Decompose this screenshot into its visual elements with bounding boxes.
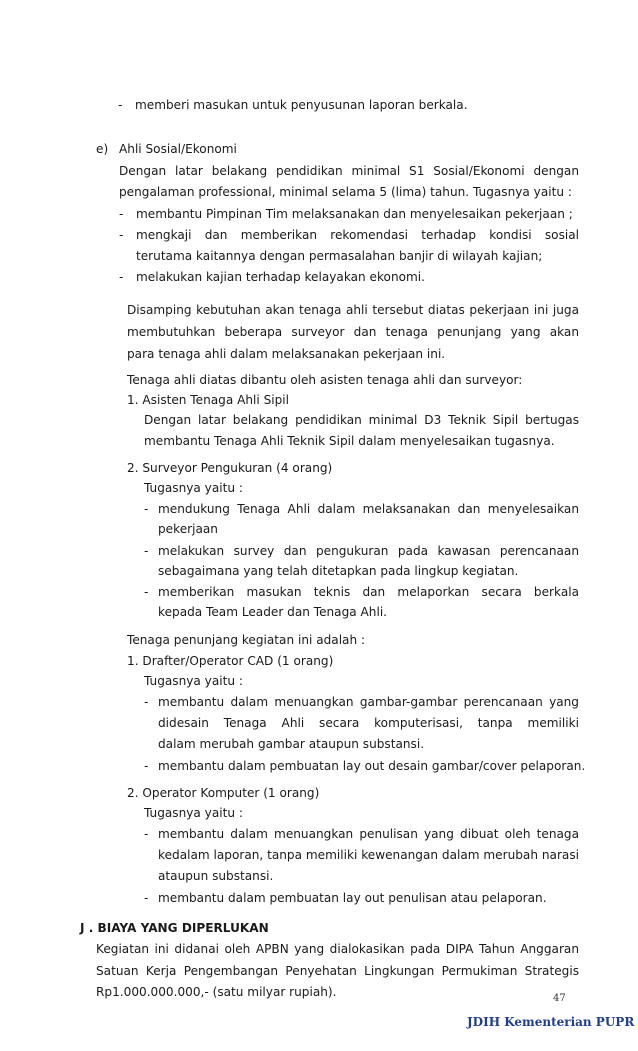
text-line: Tugasnya yaitu : — [144, 674, 243, 688]
bullet-dash: - — [144, 891, 149, 905]
text-line: para tenaga ahli dalam melaksanakan pekerjaan ini. — [127, 347, 446, 361]
text-line: terutama kaitannya dengan permasalahan banjir di wilayah kajian; — [136, 249, 543, 263]
list-heading: 2. Surveyor Pengukuran (4 orang) — [127, 461, 333, 475]
bullet-dash: - — [144, 827, 149, 841]
bullet-dash: - — [119, 228, 124, 242]
text-line: membantu dalam menuangkan gambar-gambar perencanaan yang — [158, 695, 579, 709]
text-line: melakukan kajian terhadap kelayakan ekonomi. — [136, 270, 425, 284]
text-line: Rp1.000.000.000,- (satu milyar rupiah). — [96, 985, 337, 999]
bullet-dash: - — [144, 585, 149, 599]
text-line: membantu dalam pembuatan lay out penulisan atau pelaporan. — [158, 891, 547, 905]
text-line: membantu Pimpinan Tim melaksanakan dan menyelesaikan pekerjaan ; — [136, 207, 573, 221]
text-line: melakukan survey dan pengukuran pada kawasan perencanaan — [158, 544, 579, 558]
text-line: Tugasnya yaitu : — [144, 806, 243, 820]
text-line: membutuhkan beberapa surveyor dan tenaga penunjang yang akan — [127, 325, 579, 339]
text-line: Satuan Kerja Pengembangan Penyehatan Lingkungan Permukiman Strategis — [96, 964, 579, 978]
text-line: kedalam laporan, tanpa memiliki kewenangan dalam merubah narasi — [158, 848, 579, 862]
text-line: didesain Tenaga Ahli secara komputerisasi, tanpa memiliki — [158, 716, 579, 730]
item-title: Ahli Sosial/Ekonomi — [119, 142, 237, 156]
text-line: Dengan latar belakang pendidikan minimal D3 Teknik Sipil bertugas — [144, 413, 579, 427]
text-line: Disamping kebutuhan akan tenaga ahli tersebut diatas pekerjaan ini juga — [127, 303, 579, 317]
list-heading: 2. Operator Komputer (1 orang) — [127, 786, 320, 800]
text-line: pengalaman professional, minimal selama 5 (lima) tahun. Tugasnya yaitu : — [119, 185, 572, 199]
text-line: memberikan masukan teknis dan melaporkan secara berkala — [158, 585, 579, 599]
footer-watermark: JDIH Kementerian PUPR — [467, 1015, 635, 1029]
item-label: e) — [96, 142, 109, 156]
section-heading: J . BIAYA YANG DIPERLUKAN — [80, 921, 269, 935]
text-line: kepada Team Leader dan Tenaga Ahli. — [158, 605, 388, 619]
text-line: Dengan latar belakang pendidikan minimal S1 Sosial/Ekonomi dengan — [119, 164, 579, 178]
bullet-dash: - — [144, 544, 149, 558]
bullet-dash: - — [144, 695, 149, 709]
text-line: pekerjaan — [158, 522, 218, 536]
bullet-dash: - — [144, 502, 149, 516]
text-line: Tenaga penunjang kegiatan ini adalah : — [127, 633, 366, 647]
text-line: Tenaga ahli diatas dibantu oleh asisten tenaga ahli dan surveyor: — [127, 373, 523, 387]
text-line: Tugasnya yaitu : — [144, 481, 243, 495]
bullet-dash: - — [119, 270, 124, 284]
bullet-dash: - — [119, 207, 124, 221]
text-line: mengkaji dan memberikan rekomendasi terhadap kondisi sosial — [136, 228, 579, 242]
list-heading: 1. Drafter/Operator CAD (1 orang) — [127, 654, 334, 668]
bullet-dash: - — [144, 759, 149, 773]
text-line: membantu dalam pembuatan lay out desain gambar/cover pelaporan. — [158, 759, 586, 773]
bullet-dash: - — [118, 98, 123, 112]
text-line: mendukung Tenaga Ahli dalam melaksanakan dan menyelesaikan — [158, 502, 579, 516]
text-line: Kegiatan ini didanai oleh APBN yang dialokasikan pada DIPA Tahun Anggaran — [96, 942, 579, 956]
text-line: membantu dalam menuangkan penulisan yang dibuat oleh tenaga — [158, 827, 579, 841]
text-line: memberi masukan untuk penyusunan laporan berkala. — [135, 98, 468, 112]
text-line: sebagaimana yang telah ditetapkan pada lingkup kegiatan. — [158, 564, 519, 578]
list-heading: 1. Asisten Tenaga Ahli Sipil — [127, 393, 290, 407]
text-line: membantu Tenaga Ahli Teknik Sipil dalam menyelesaikan tugasnya. — [144, 434, 555, 448]
page-number: 47 — [553, 993, 566, 1004]
text-line: ataupun substansi. — [158, 869, 274, 883]
text-line: dalam merubah gambar ataupun substansi. — [158, 737, 425, 751]
